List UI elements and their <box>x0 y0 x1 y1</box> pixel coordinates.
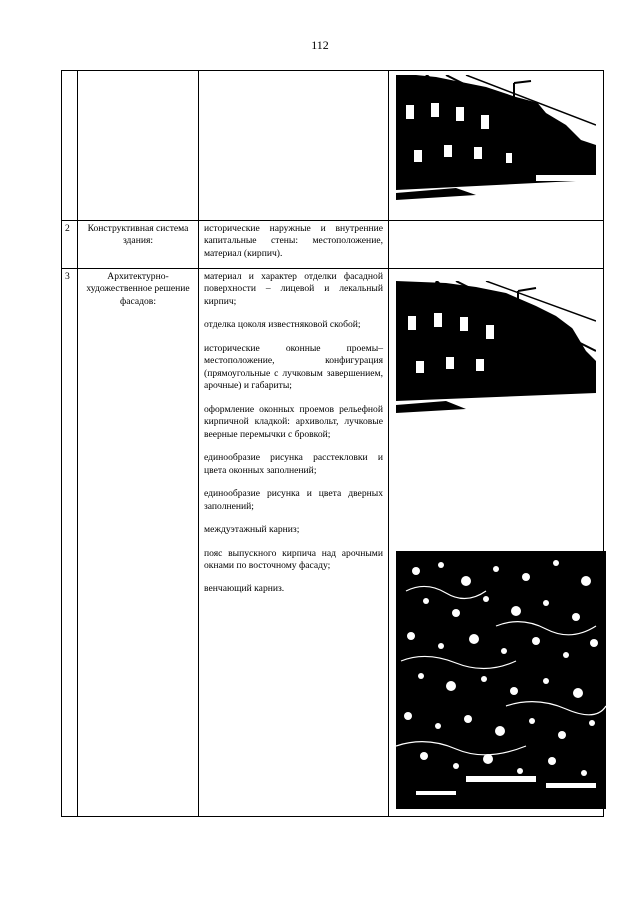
building-photo-top <box>396 75 596 205</box>
feature-item: исторические наружные и внутренние капитальные стены: местоположение, материал (кирпич). <box>204 223 383 259</box>
row-description <box>199 71 389 221</box>
row-photo-cell <box>389 71 604 221</box>
feature-item: оформление оконных проемов рельефной кирпичной кладкой: архивольт, лучковые веерные перемычки с бровкой; <box>204 403 383 440</box>
row-name: Конструктивная система здания: <box>78 221 199 269</box>
feature-item: единообразие рисунка расстекловки и цвета оконных заполнений; <box>204 452 383 476</box>
feature-item: венчающий карниз. <box>204 583 285 595</box>
row-number: 3 <box>62 269 78 817</box>
row-description <box>199 269 389 817</box>
feature-item: пояс выпускного кирпича над арочными окнами по восточному фасаду; <box>204 547 383 571</box>
row-description <box>199 221 389 269</box>
row-name: Архитектурно-художественное решение фасадов: <box>78 269 199 817</box>
feature-item: междуэтажный карниз; <box>204 524 300 536</box>
table-row <box>62 71 604 221</box>
page-number: 112 <box>311 38 329 52</box>
table-row <box>62 221 604 269</box>
foliage-photo-bottom <box>396 551 606 809</box>
building-photo-middle <box>396 281 596 417</box>
monument-features-table <box>61 70 604 817</box>
row-number: 2 <box>62 221 78 269</box>
row-photo-cell <box>389 269 604 817</box>
feature-item: единообразие рисунка и цвета дверных заполнений; <box>204 488 383 512</box>
feature-item: материал и характер отделки фасадной поверхности – лицевой и лекальный кирпич; <box>204 271 383 307</box>
row-photo-cell <box>389 221 604 269</box>
row-name <box>78 71 199 221</box>
row-number <box>62 71 78 221</box>
table-row <box>62 269 604 817</box>
feature-item: отделка цоколя известняковой скобой; <box>204 319 361 331</box>
feature-item: исторические оконные проемы–местоположение, конфигурация (прямоугольные с лучковым завершением, арочные) и габариты; <box>204 342 383 392</box>
